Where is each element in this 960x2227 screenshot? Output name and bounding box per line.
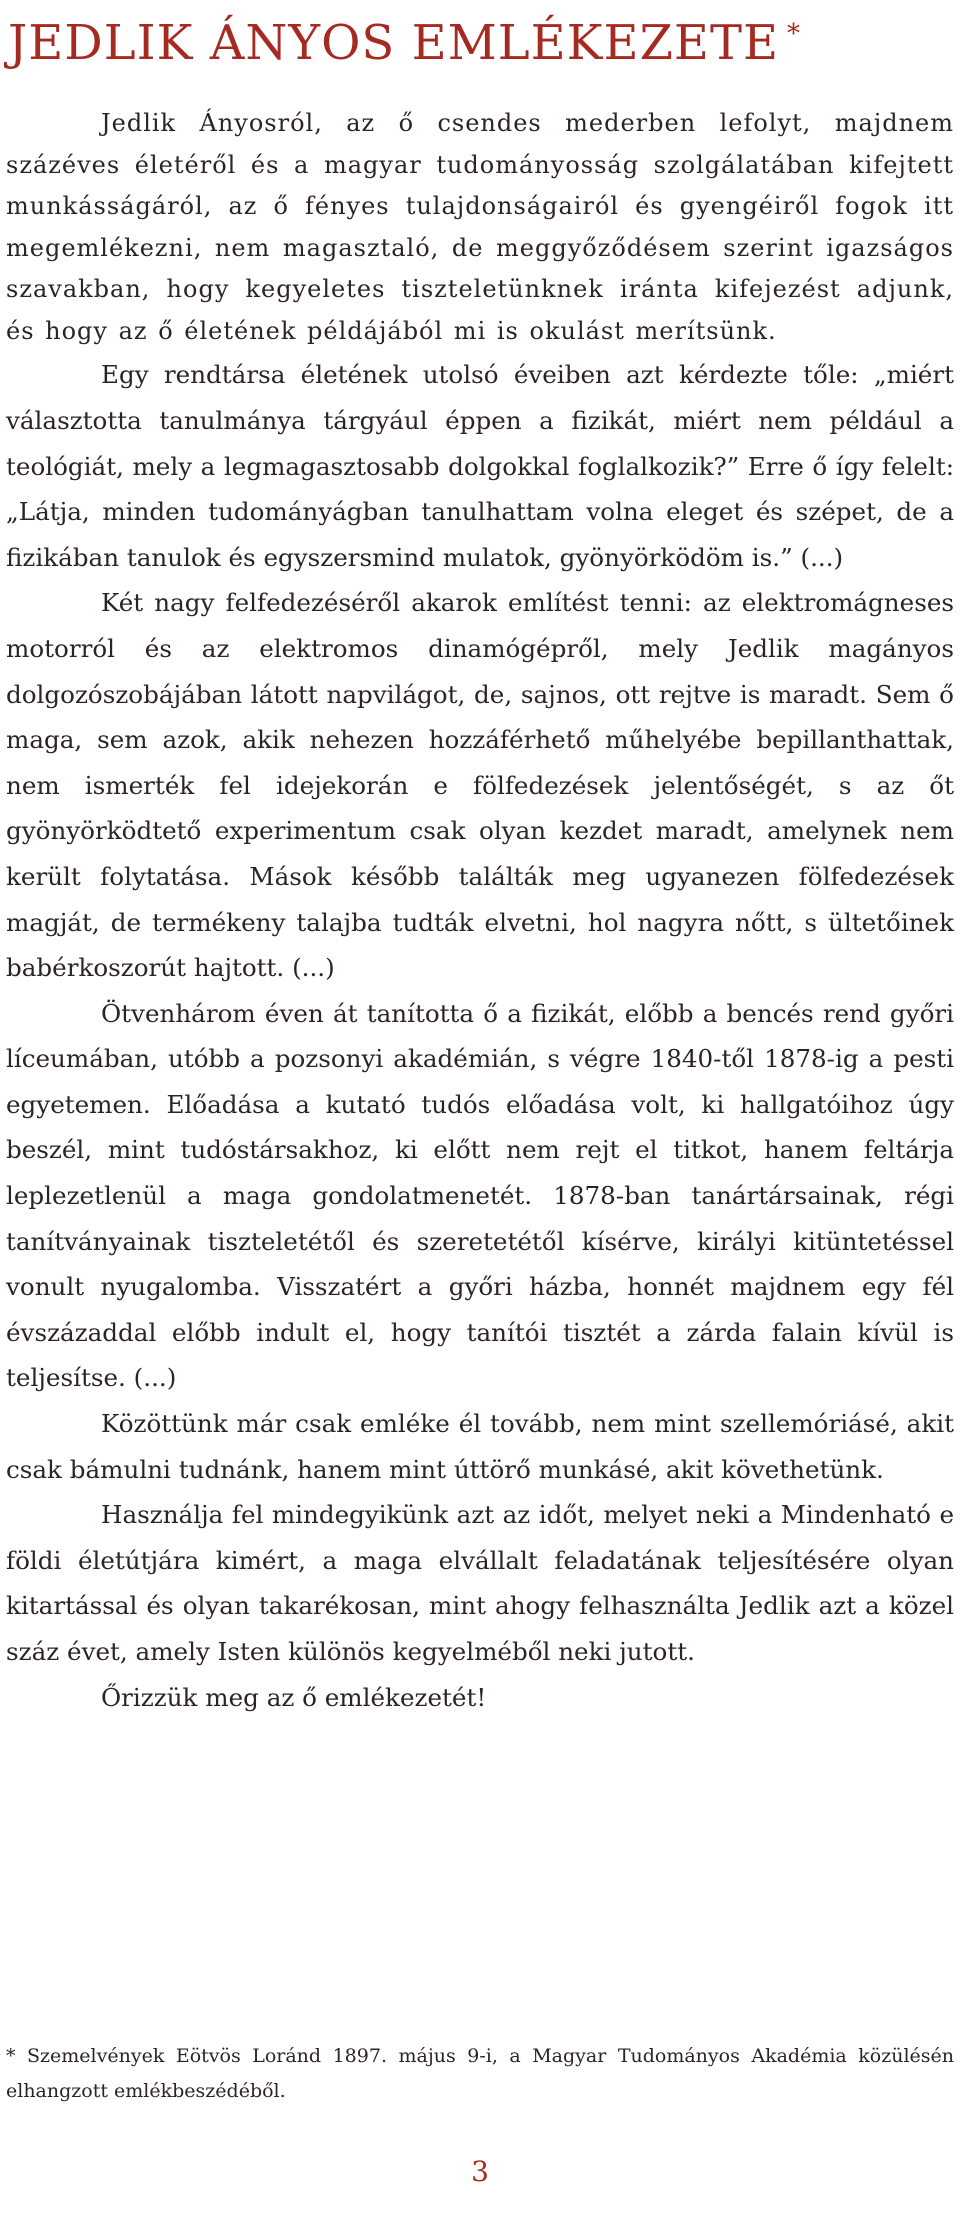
paragraph-exhortation: Használja fel mindegyikünk azt az időt, melyet neki a Mindenható e földi életútjára kimért, a maga elvállalt feladatának teljesítésére olyan kitartással és olyan takarékosan, mint ahogy felhasználta Jedlik azt a közel száz évet, amely Isten különös kegyelméből neki jutott.: [6, 1500, 954, 1667]
article-title: [8, 15, 954, 71]
paragraph-teaching: Ötvenhárom éven át tanította ő a fizikát, előbb a bencés rend győri líceumában, utóbb a pozsonyi akadémián, s végre 1840-től 1878-ig a pesti egyetemen. Előadása a kutató tudós előadása volt, ki hallgatóihoz úgy beszél, mint tudóstársakhoz, ki előtt nem rejt el titkot, hanem feltárja leplezetlenül a maga gondolatmenetét. 1878-ban tanártársainak, régi tanítványainak tiszteletétől és szeretetétől kísérve, királyi kitüntetéssel vonult nyugalomba. Visszatért a győri házba, honnét majdnem egy fél évszázaddal előbb indult el, hogy tanítói tisztét a zárda falain kívül is teljesítse. (...): [6, 998, 954, 1393]
paragraph-closing: Őrizzük meg az ő emlékezetét!: [101, 1682, 487, 1712]
page-number: 3: [471, 2155, 489, 2188]
article-title-text: JEDLIK ÁNYOS EMLÉKEZETE: [8, 15, 780, 71]
paragraph-question: Egy rendtársa életének utolsó éveiben azt kérdezte tőle: „miért választotta tanulmánya tárgyául éppen a fizikát, miért nem például a teológiát, mely a legmagasztosabb dolgokkal foglalkozik?” Erre ő így felelt: „Látja, minden tudományágban tanulhattam volna eleget és szépet, de a fizikában tanulok és egyszersmind mulatok, gyönyörködöm is.” (...): [6, 360, 954, 572]
footnote-marker: *: [787, 19, 802, 49]
footnote: * Szemelvények Eötvös Loránd 1897. május 9-i, a Magyar Tudományos Akadémia közülésén elhangzott emlékbeszédéből.: [6, 2045, 954, 2102]
paragraph-discoveries: Két nagy felfedezéséről akarok említést tenni: az elektromágneses motorról és az elektromos dinamógépről, mely Jedlik magányos dolgozószobájában látott napvilágot, de, sajnos, ott rejtve is maradt. Sem ő maga, sem azok, akik nehezen hozzáférhető műhelyébe bepillanthattak, nem ismerték fel idejekorán e fölfedezések jelentőségét, s az őt gyönyörködtető experimentum csak olyan kezdet maradt, amelynek nem került folytatása. Mások később találták meg ugyanezen fölfedezések magját, de termékeny talajba tudták elvetni, hol nagyra nőtt, s ültetőinek babérkoszorút hajtott. (...): [6, 588, 954, 983]
paragraph-memory: Közöttünk már csak emléke él tovább, nem mint szellemóriásé, akit csak bámulni tudnánk, hanem mint úttörő munkásé, akit követhetünk.: [6, 1409, 954, 1484]
paragraph-intro: Jedlik Ányosról, az ő csendes mederben lefolyt, majdnem százéves életéről és a magyar tudományosság szolgálatában kifejtett munkásságáról, az ő fényes tulajdonságairól és gyengéiről fogok itt megemlékezni, nem magasztaló, de meggyőződésem szerint igazságos szavakban, hogy kegyeletes tiszteletünknek iránta kifejezést adjunk, és hogy az ő életének példájából mi is okulást merítsünk.: [6, 109, 954, 345]
article-body: [6, 103, 954, 1720]
